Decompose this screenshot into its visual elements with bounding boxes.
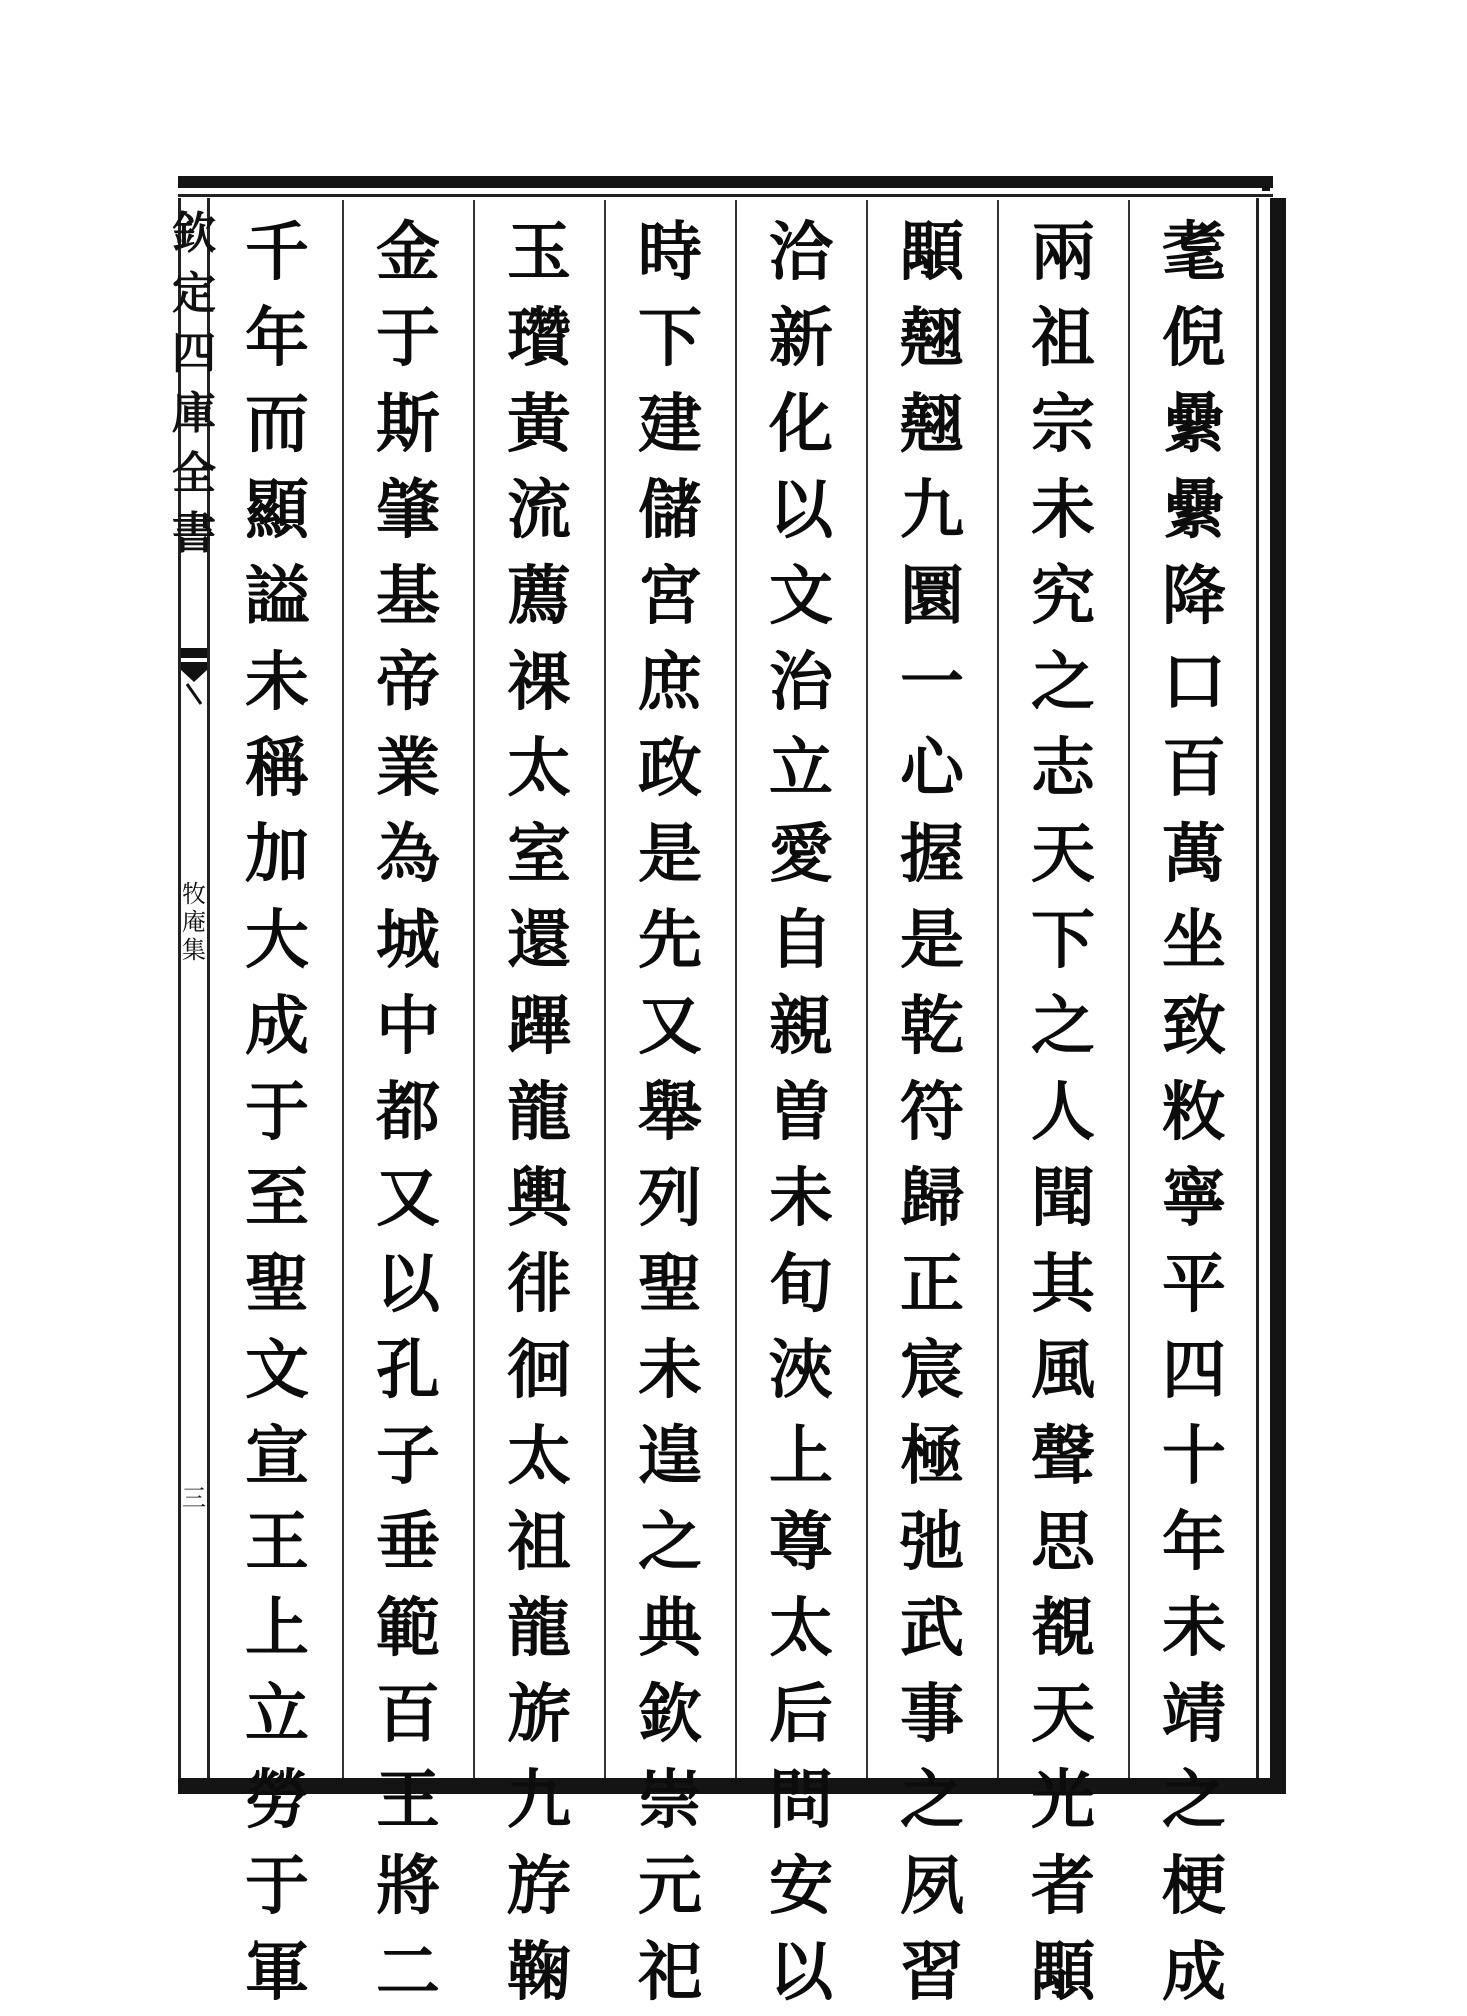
column-character: 九: [900, 473, 964, 548]
margin-title-char: 四: [172, 328, 216, 379]
column-character: 化: [769, 387, 833, 462]
column-character: 年: [1162, 1505, 1226, 1580]
column-character: 業: [376, 731, 440, 806]
column-character: 下: [1031, 903, 1095, 978]
column-character: 敉: [1162, 1075, 1226, 1150]
text-column-5: [620, 210, 720, 2010]
column-character: 文: [245, 1333, 309, 1408]
column-character: 斯: [376, 387, 440, 462]
column-character: 上: [769, 1419, 833, 1494]
column-character: 圜: [900, 559, 964, 634]
column-character: 自: [769, 903, 833, 978]
column-character: 還: [507, 903, 571, 978]
column-character: 王: [376, 1763, 440, 1838]
column-character: 又: [638, 989, 702, 1064]
frame-top-border: [178, 176, 1273, 188]
column-divider: [473, 200, 475, 1778]
column-character: 謚: [245, 559, 309, 634]
column-character: 欽: [638, 1677, 702, 1752]
column-divider: [1128, 200, 1130, 1778]
column-character: 而: [245, 387, 309, 462]
column-character: 致: [1162, 989, 1226, 1064]
fishtail-mark-icon: [181, 648, 207, 708]
column-character: 之: [1031, 645, 1095, 720]
column-character: 之: [638, 1505, 702, 1580]
column-character: 翹: [900, 387, 964, 462]
column-character: 新: [769, 301, 833, 376]
column-character: 心: [900, 731, 964, 806]
column-character: 思: [1031, 1505, 1095, 1580]
column-character: 降: [1162, 559, 1226, 634]
margin-title-char: 欽: [172, 208, 216, 259]
column-character: 是: [638, 817, 702, 892]
column-character: 武: [900, 1591, 964, 1666]
column-character: 城: [376, 903, 440, 978]
margin-title-char: 庫: [172, 388, 216, 439]
column-character: 範: [376, 1591, 440, 1666]
column-character: 儲: [638, 473, 702, 548]
column-character: 宗: [1031, 387, 1095, 462]
column-character: 先: [638, 903, 702, 978]
column-character: 天: [1031, 817, 1095, 892]
column-character: 舉: [638, 1075, 702, 1150]
column-character: 帝: [376, 645, 440, 720]
column-character: 究: [1031, 559, 1095, 634]
column-character: 祖: [507, 1505, 571, 1580]
column-character: 靖: [1162, 1677, 1226, 1752]
column-character: 徘: [507, 1247, 571, 1322]
column-character: 未: [638, 1333, 702, 1408]
column-character: 志: [1031, 731, 1095, 806]
column-character: 治: [769, 645, 833, 720]
column-character: 龍: [507, 1591, 571, 1666]
column-character: 加: [245, 817, 309, 892]
column-character: 聞: [1031, 1161, 1095, 1236]
column-character: 二: [376, 1935, 440, 2010]
column-character: 上: [245, 1591, 309, 1666]
column-character: 于: [245, 1075, 309, 1150]
column-character: 孔: [376, 1333, 440, 1408]
column-divider: [604, 200, 606, 1778]
column-character: 覩: [1031, 1591, 1095, 1666]
margin-title-char: 全: [172, 448, 216, 499]
column-character: 于: [376, 301, 440, 376]
column-character: 宸: [900, 1333, 964, 1408]
column-character: 建: [638, 387, 702, 462]
column-character: 乾: [900, 989, 964, 1064]
column-character: 立: [769, 731, 833, 806]
column-character: 夙: [900, 1849, 964, 1924]
column-character: 瓚: [507, 301, 571, 376]
text-column-1: [1144, 210, 1244, 2010]
column-character: 顒: [900, 215, 964, 290]
column-character: 尊: [769, 1505, 833, 1580]
column-character: 梗: [1162, 1849, 1226, 1924]
frame-right-inner-border: [1256, 198, 1259, 1778]
column-character: 典: [638, 1591, 702, 1666]
column-character: 洽: [769, 215, 833, 290]
column-character: 后: [769, 1677, 833, 1752]
margin-collection-title: [172, 204, 216, 564]
column-character: 宮: [638, 559, 702, 634]
column-character: 蹕: [507, 989, 571, 1064]
column-character: 之: [900, 1763, 964, 1838]
column-character: 大: [245, 903, 309, 978]
text-column-4: [751, 210, 851, 2010]
column-character: 太: [769, 1591, 833, 1666]
text-column-3: [882, 210, 982, 2010]
column-character: 遑: [638, 1419, 702, 1494]
column-character: 中: [376, 989, 440, 1064]
column-character: 太: [507, 1419, 571, 1494]
column-character: 聖: [638, 1247, 702, 1322]
column-character: 浹: [769, 1333, 833, 1408]
margin-subtitle-char: 集: [182, 936, 206, 964]
column-character: 十: [1162, 1419, 1226, 1494]
column-character: 年: [245, 301, 309, 376]
column-character: 平: [1162, 1247, 1226, 1322]
column-character: 至: [245, 1161, 309, 1236]
column-character: 未: [1162, 1591, 1226, 1666]
column-character: 以: [769, 473, 833, 548]
column-character: 習: [900, 1935, 964, 2010]
column-character: 兩: [1031, 215, 1095, 290]
column-character: 光: [1031, 1763, 1095, 1838]
frame-top-inner-border: [178, 194, 1273, 197]
column-character: 元: [638, 1849, 702, 1924]
frame-right-border: [1270, 198, 1286, 1794]
column-character: 成: [1162, 1935, 1226, 2010]
column-character: 肇: [376, 473, 440, 548]
column-character: 一: [900, 645, 964, 720]
text-column-2: [1013, 210, 1113, 2010]
column-character: 斿: [507, 1849, 571, 1924]
column-character: 倪: [1162, 301, 1226, 376]
column-character: 千: [245, 215, 309, 290]
column-character: 曽: [769, 1075, 833, 1150]
column-character: 稱: [245, 731, 309, 806]
column-character: 垂: [376, 1505, 440, 1580]
frame-corner-mark: [1262, 186, 1270, 191]
column-character: 愛: [769, 817, 833, 892]
column-character: 都: [376, 1075, 440, 1150]
column-character: 聖: [245, 1247, 309, 1322]
column-character: 纍: [1162, 473, 1226, 548]
column-character: 風: [1031, 1333, 1095, 1408]
column-character: 玉: [507, 215, 571, 290]
column-character: 旂: [507, 1677, 571, 1752]
column-character: 未: [769, 1161, 833, 1236]
column-character: 鞠: [507, 1935, 571, 2010]
column-character: 是: [900, 903, 964, 978]
column-character: 基: [376, 559, 440, 634]
column-character: 下: [638, 301, 702, 376]
column-character: 正: [900, 1247, 964, 1322]
column-character: 弛: [900, 1505, 964, 1580]
column-character: 顒: [1031, 1935, 1095, 2010]
column-character: 人: [1031, 1075, 1095, 1150]
column-character: 親: [769, 989, 833, 1064]
column-character: 坐: [1162, 903, 1226, 978]
text-column-6: [489, 210, 589, 2010]
frame-bottom-border: [178, 1778, 1286, 1794]
column-character: 立: [245, 1677, 309, 1752]
margin-title-char: 書: [172, 508, 216, 559]
column-character: 耄: [1162, 215, 1226, 290]
column-character: 時: [638, 215, 702, 290]
column-character: 者: [1031, 1849, 1095, 1924]
column-character: 以: [376, 1247, 440, 1322]
column-character: 安: [769, 1849, 833, 1924]
column-character: 為: [376, 817, 440, 892]
column-character: 歸: [900, 1161, 964, 1236]
column-character: 金: [376, 215, 440, 290]
column-character: 口: [1162, 645, 1226, 720]
column-character: 天: [1031, 1677, 1095, 1752]
column-character: 徊: [507, 1333, 571, 1408]
column-character: 勞: [245, 1763, 309, 1838]
column-character: 聲: [1031, 1419, 1095, 1494]
margin-page-number: 三: [182, 1484, 206, 1512]
column-character: 文: [769, 559, 833, 634]
column-character: 旬: [769, 1247, 833, 1322]
column-divider: [735, 200, 737, 1778]
column-character: 之: [1031, 989, 1095, 1064]
column-character: 九: [507, 1763, 571, 1838]
column-character: 百: [1162, 731, 1226, 806]
margin-subtitle-char: 庵: [182, 908, 206, 936]
column-character: 事: [900, 1677, 964, 1752]
column-character: 庶: [638, 645, 702, 720]
column-character: 握: [900, 817, 964, 892]
column-character: 流: [507, 473, 571, 548]
column-character: 纍: [1162, 387, 1226, 462]
column-character: 政: [638, 731, 702, 806]
column-character: 四: [1162, 1333, 1226, 1408]
column-character: 以: [769, 1935, 833, 2010]
column-character: 極: [900, 1419, 964, 1494]
column-character: 宣: [245, 1419, 309, 1494]
column-character: 輿: [507, 1161, 571, 1236]
column-character: 未: [245, 645, 309, 720]
column-divider: [342, 200, 344, 1778]
column-character: 軍: [245, 1935, 309, 2010]
column-character: 祖: [1031, 301, 1095, 376]
column-divider: [866, 200, 868, 1778]
column-character: 太: [507, 731, 571, 806]
margin-subtitle-char: 牧: [182, 880, 206, 908]
column-character: 萬: [1162, 817, 1226, 892]
column-character: 龍: [507, 1075, 571, 1150]
margin-title-char: 定: [172, 268, 216, 319]
column-character: 祀: [638, 1935, 702, 2010]
text-column-7: [358, 210, 458, 2010]
column-character: 于: [245, 1849, 309, 1924]
column-character: 寧: [1162, 1161, 1226, 1236]
column-character: 顯: [245, 473, 309, 548]
column-character: 翹: [900, 301, 964, 376]
column-character: 子: [376, 1419, 440, 1494]
column-divider: [997, 200, 999, 1778]
column-character: 王: [245, 1505, 309, 1580]
column-character: 成: [245, 989, 309, 1064]
column-character: 將: [376, 1849, 440, 1924]
column-character: 黃: [507, 387, 571, 462]
column-character: 室: [507, 817, 571, 892]
margin-book-title: [181, 880, 207, 964]
text-column-8: [227, 210, 327, 2010]
column-character: 其: [1031, 1247, 1095, 1322]
column-character: 崇: [638, 1763, 702, 1838]
column-character: 未: [1031, 473, 1095, 548]
column-character: 百: [376, 1677, 440, 1752]
column-character: 符: [900, 1075, 964, 1150]
column-character: 問: [769, 1763, 833, 1838]
column-character: 之: [1162, 1763, 1226, 1838]
column-character: 薦: [507, 559, 571, 634]
column-character: 祼: [507, 645, 571, 720]
column-character: 又: [376, 1161, 440, 1236]
column-character: 列: [638, 1161, 702, 1236]
